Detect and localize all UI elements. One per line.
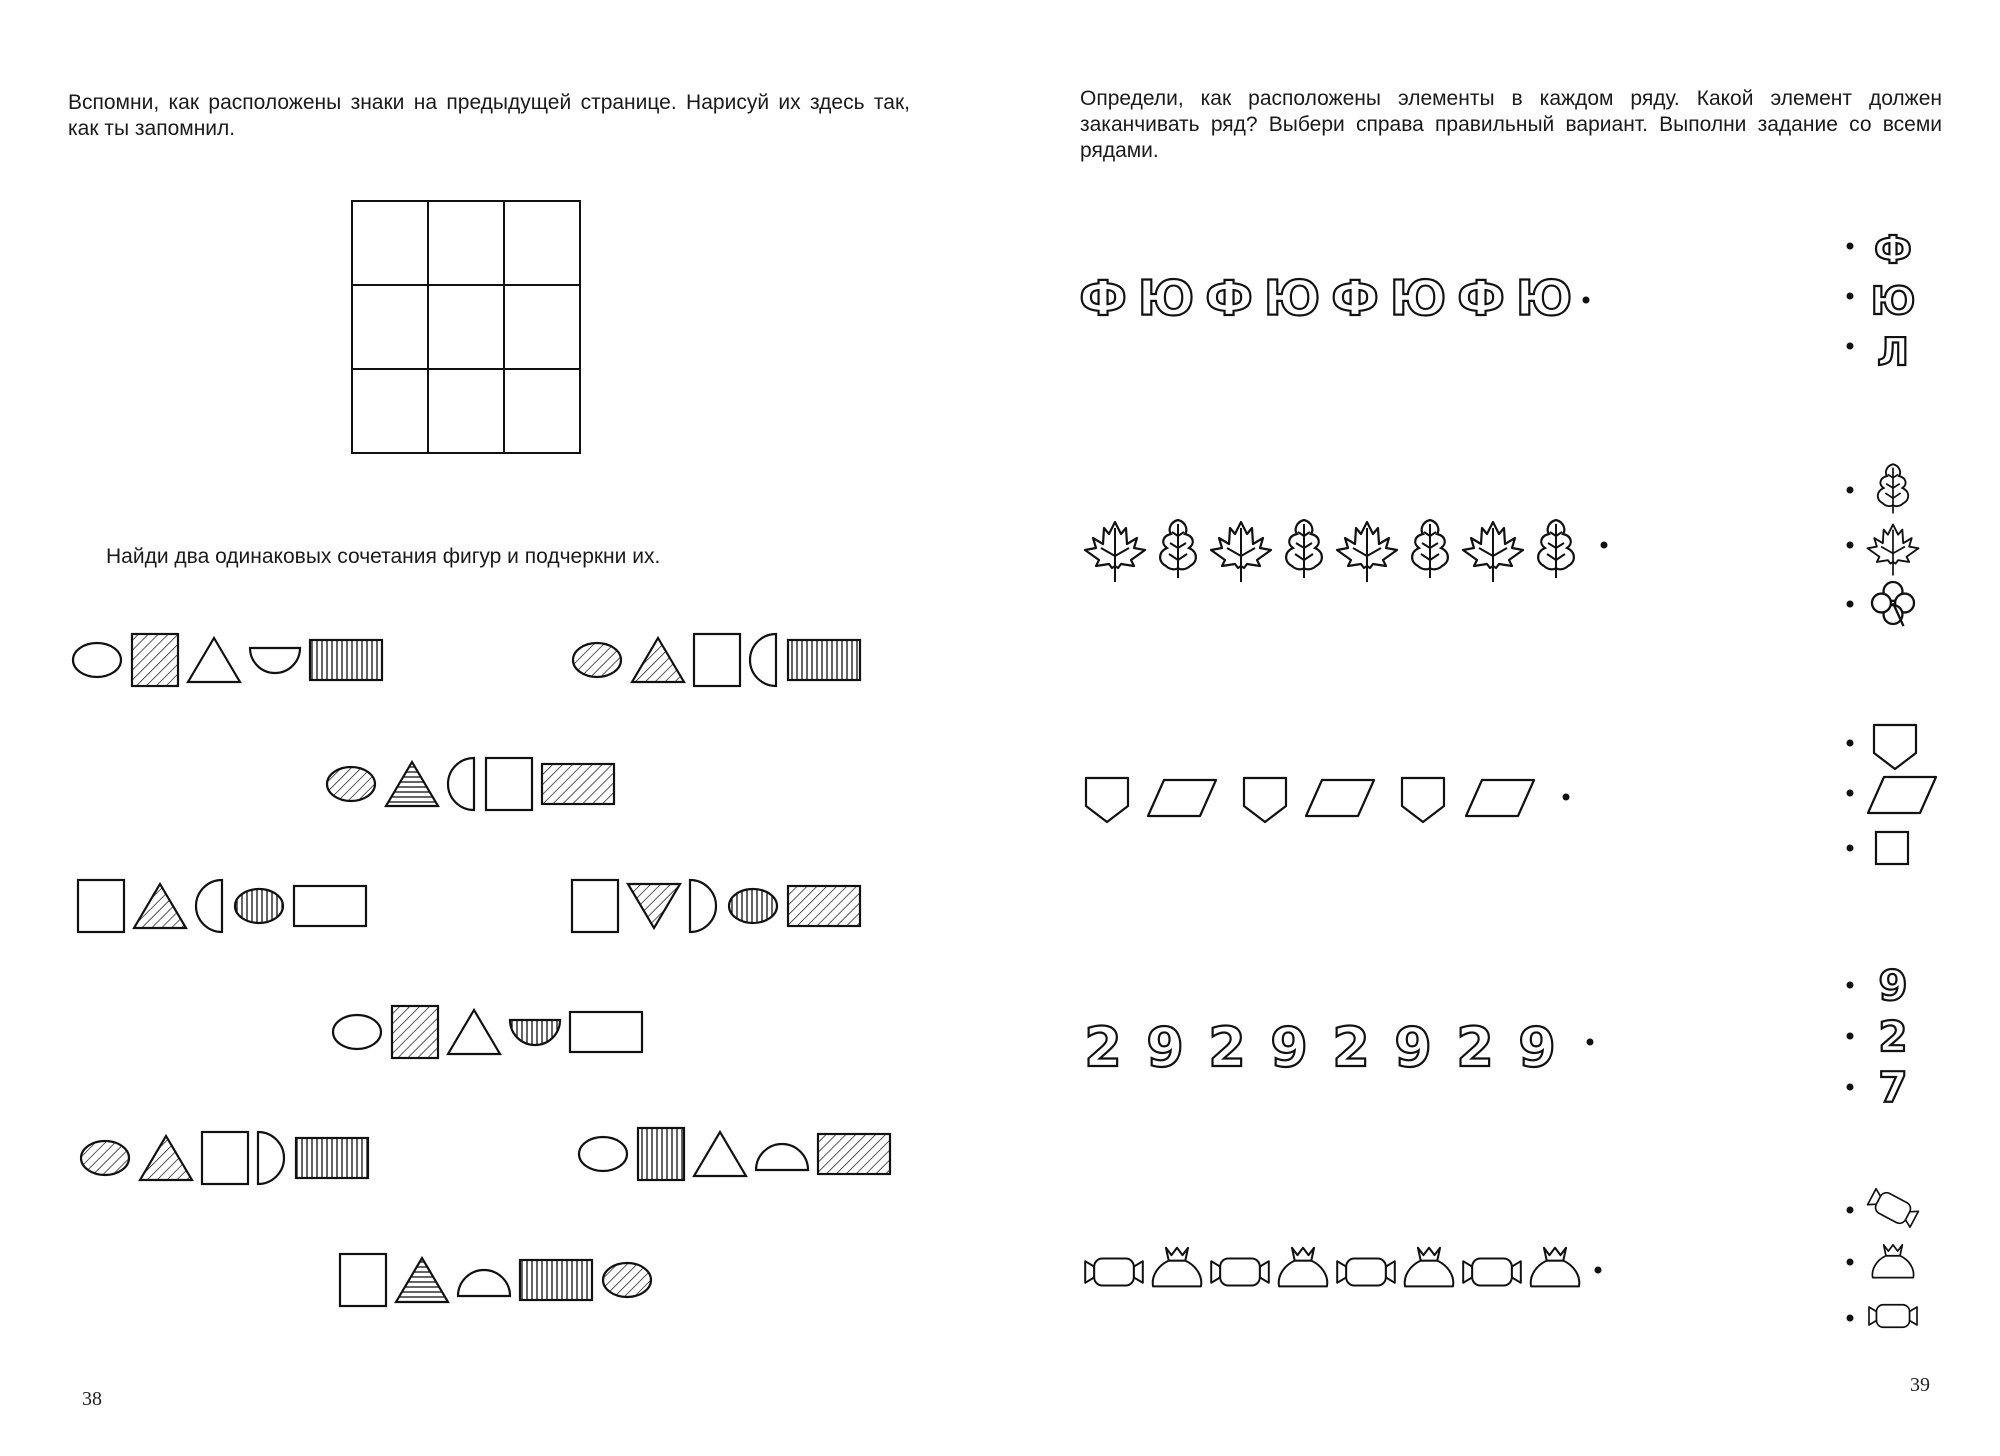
maple-leaf <box>1085 522 1145 582</box>
page-number-left: 38 <box>82 1388 102 1410</box>
shape-semidown <box>250 648 300 673</box>
shape-ellipse <box>573 643 621 677</box>
birch-leaf <box>1160 520 1196 578</box>
pattern-glyph: Ф <box>1331 271 1379 327</box>
shape-ellipse <box>579 1137 627 1171</box>
pattern-glyph: Ю <box>1515 271 1573 327</box>
bag-icon <box>1405 1248 1454 1287</box>
candy-icon <box>1085 1259 1143 1286</box>
shape-rect <box>570 1012 642 1052</box>
shape-square <box>486 758 532 810</box>
pattern-glyph: 9 <box>1518 1016 1556 1079</box>
maple-leaf <box>1211 522 1271 582</box>
shape-square <box>392 1006 438 1058</box>
dot-marker <box>1847 1259 1854 1266</box>
shape-ellipse <box>73 643 121 677</box>
shape-square <box>78 880 124 932</box>
dot-marker <box>1847 790 1854 797</box>
candy-icon <box>1463 1259 1521 1286</box>
candy-icon[interactable] <box>1867 1187 1920 1229</box>
shape-semiright <box>690 880 716 932</box>
shape-itri <box>628 884 680 928</box>
shape-tri <box>396 1258 448 1302</box>
pattern-glyph: Ю <box>1389 271 1447 327</box>
pattern-glyph: 9 <box>1146 1016 1184 1079</box>
answer-option[interactable]: 7 <box>1878 1063 1908 1112</box>
shield-shape <box>1244 778 1286 822</box>
shape-square <box>340 1254 386 1306</box>
pattern-glyph: Ф <box>1457 271 1505 327</box>
bag-icon <box>1531 1248 1580 1287</box>
page-number-right: 39 <box>1910 1374 1930 1396</box>
shape-rect <box>310 640 382 680</box>
pattern-glyph: 2 <box>1332 1016 1370 1079</box>
candy-icon <box>1337 1259 1395 1286</box>
parallelogram-shape <box>1148 780 1216 816</box>
shape-tri <box>140 1136 192 1180</box>
shape-ellipse <box>235 889 283 923</box>
dot-marker <box>1847 740 1854 747</box>
pattern-glyph: 9 <box>1270 1016 1308 1079</box>
shape-rect <box>296 1138 368 1178</box>
shape-square <box>638 1128 684 1180</box>
dot-marker <box>1847 1033 1854 1040</box>
shape-ellipse <box>81 1141 129 1175</box>
bag-icon <box>1279 1248 1328 1287</box>
match-task-instruction: Найди два одинаковых сочетания фигур и подчеркни их. <box>106 545 661 568</box>
dot-marker <box>1847 982 1854 989</box>
shape-ellipse <box>729 889 777 923</box>
shape-rect <box>818 1134 890 1174</box>
pattern-glyph: 2 <box>1084 1016 1122 1079</box>
bag-icon <box>1153 1248 1202 1287</box>
pattern-glyph: 2 <box>1456 1016 1494 1079</box>
shape-semileft <box>196 880 222 932</box>
pattern-glyph: Ю <box>1263 271 1321 327</box>
shape-tri <box>632 638 684 682</box>
birch-leaf <box>1286 520 1322 578</box>
answer-option[interactable]: Ю <box>1870 279 1916 323</box>
shape-square <box>694 634 740 686</box>
pattern-glyph: 9 <box>1394 1016 1432 1079</box>
answer-option[interactable]: 9 <box>1878 961 1908 1010</box>
answer-option[interactable]: Л <box>1877 330 1909 374</box>
clover-leaf[interactable] <box>1872 582 1914 626</box>
pattern-rows <box>1000 0 2000 1456</box>
dot-marker <box>1847 1315 1854 1322</box>
memory-task-instruction: Вспомни, как расположены знаки на предыдущей странице. Нарисуй их здесь так, как ты запомнил. <box>68 91 910 140</box>
right-page <box>1000 0 2000 1456</box>
answer-option[interactable]: Ф <box>1874 228 1912 272</box>
maple-leaf <box>1337 522 1397 582</box>
answer-option[interactable]: 2 <box>1878 1012 1908 1061</box>
pattern-glyph: Ф <box>1205 271 1253 327</box>
pattern-glyph: Ю <box>1137 271 1195 327</box>
shape-semileft <box>448 758 474 810</box>
shape-ellipse <box>603 1263 651 1297</box>
birch-leaf[interactable] <box>1878 464 1908 513</box>
dot-marker <box>1847 293 1854 300</box>
dot-marker <box>1847 1084 1854 1091</box>
shield-shape[interactable] <box>1874 725 1916 769</box>
dot-marker <box>1847 343 1854 350</box>
shape-tri <box>448 1010 500 1054</box>
shape-rect <box>294 886 366 926</box>
bag-icon[interactable] <box>1872 1245 1913 1278</box>
shape-semiup <box>458 1270 510 1296</box>
shape-tri <box>386 762 438 806</box>
shape-tri <box>134 884 186 928</box>
pattern-glyph: 2 <box>1208 1016 1246 1079</box>
birch-leaf <box>1412 520 1448 578</box>
shape-semidown <box>510 1020 560 1045</box>
shape-semiright <box>258 1132 284 1184</box>
parallelogram-shape <box>1306 780 1374 816</box>
shape-square <box>572 880 618 932</box>
shape-tri <box>694 1132 746 1176</box>
maple-leaf[interactable] <box>1868 525 1919 576</box>
shape-semiup <box>756 1144 808 1170</box>
maple-leaf <box>1463 522 1523 582</box>
dot-marker <box>1847 601 1854 608</box>
candy-icon <box>1211 1259 1269 1286</box>
shape-rect <box>520 1260 592 1300</box>
shape-square <box>132 634 178 686</box>
shape-rect <box>542 764 614 804</box>
dot-marker <box>1563 794 1570 801</box>
shape-rect <box>788 640 860 680</box>
shape-semileft <box>750 634 776 686</box>
birch-leaf <box>1538 520 1574 578</box>
dot-marker <box>1847 243 1854 250</box>
parallelogram-shape <box>1466 780 1534 816</box>
dot-marker <box>1847 542 1854 549</box>
shape-ellipse <box>333 1015 381 1049</box>
shape-square <box>202 1132 248 1184</box>
shape-ellipse <box>327 767 375 801</box>
shield-shape <box>1402 778 1444 822</box>
dot-marker <box>1847 845 1854 852</box>
parallelogram-shape[interactable] <box>1868 777 1936 813</box>
dot-marker <box>1847 1207 1854 1214</box>
pattern-glyph: Ф <box>1079 271 1127 327</box>
pattern-task-instruction: Определи, как расположены элементы в каждом ряду. Какой элемент должен заканчивать ряд? Выбери справа правильный вариант. Выполни задание со всеми рядами. <box>1080 87 1942 162</box>
dot-marker <box>1595 1267 1602 1274</box>
square-shape[interactable] <box>1876 832 1908 864</box>
candy-icon[interactable] <box>1869 1305 1917 1328</box>
shield-shape <box>1086 778 1128 822</box>
dot-marker <box>1847 487 1854 494</box>
dot-marker <box>1601 542 1608 549</box>
dot-marker <box>1583 297 1590 304</box>
shape-tri <box>188 638 240 682</box>
shape-rect <box>788 886 860 926</box>
dot-marker <box>1587 1039 1594 1046</box>
